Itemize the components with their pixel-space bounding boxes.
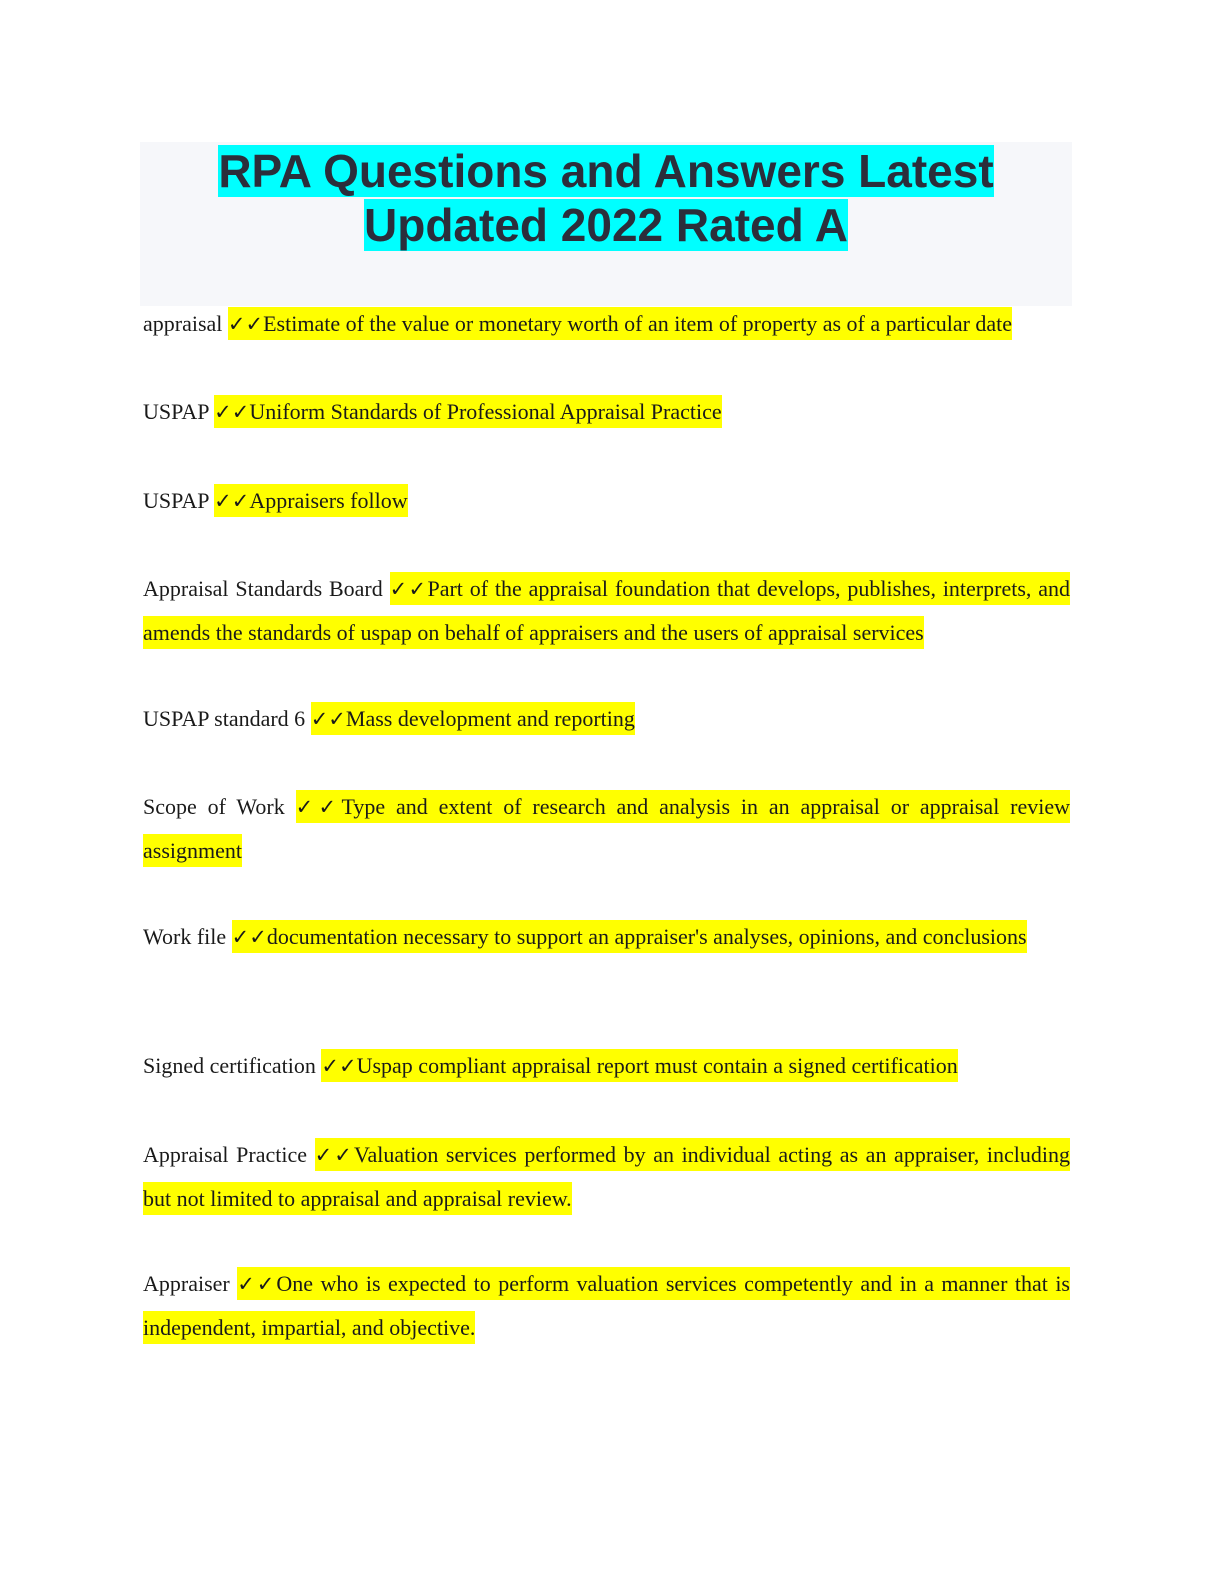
entry-answer: [214, 395, 721, 428]
document-title: [140, 142, 1072, 306]
entry-answer: [214, 484, 407, 517]
entry-answer-text: Type and extent of research and analysis in an appraisal or appraisal review assignment: [143, 794, 1071, 863]
qa-entry: [143, 1262, 1070, 1350]
entry-answer-text: Estimate of the value or monetary worth of an item of property as of a particular date: [263, 311, 1013, 336]
entry-answer: [228, 307, 1012, 340]
double-check-icon: ✓✓: [227, 312, 264, 336]
qa-entry: [143, 1044, 1070, 1088]
qa-entry: [143, 697, 1070, 741]
qa-entry: [143, 915, 1070, 959]
qa-entry: [143, 479, 1070, 523]
entry-answer: [311, 702, 635, 735]
double-check-icon: ✓✓: [295, 795, 342, 819]
entry-term: Scope of Work: [143, 794, 285, 819]
entry-answer-text: Mass development and reporting: [345, 706, 635, 731]
entry-term: appraisal: [143, 311, 223, 336]
entry-answer-text: documentation necessary to support an appraiser's analyses, opinions, and conclusions: [266, 924, 1027, 949]
entry-answer-text: One who is expected to perform valuation services competently and in a manner that is independent, impartial, and objective.: [143, 1271, 1070, 1340]
entry-term: Work file: [143, 924, 227, 949]
entry-term: Appraisal Standards Board: [143, 576, 383, 601]
title-line-2: Updated 2022 Rated A: [364, 199, 848, 251]
double-check-icon: ✓✓: [214, 400, 250, 424]
double-check-icon: ✓✓: [389, 577, 428, 601]
qa-entry: [143, 567, 1070, 655]
entry-term: Appraisal Practice: [143, 1142, 307, 1167]
entry-answer-text: Valuation services performed by an individual acting as an appraiser, including but not limited to appraisal and appraisal review.: [143, 1142, 1070, 1211]
double-check-icon: ✓✓: [314, 1143, 354, 1167]
entry-answer: [143, 1267, 1070, 1344]
entry-answer-text: Appraisers follow: [249, 488, 408, 513]
title-line-1: RPA Questions and Answers Latest: [218, 145, 994, 197]
qa-entry: [143, 785, 1070, 873]
entry-answer-text: Uniform Standards of Professional Appraisal Practice: [249, 399, 722, 424]
entry-term: USPAP standard 6: [143, 706, 306, 731]
double-check-icon: ✓✓: [310, 707, 346, 731]
double-check-icon: ✓✓: [321, 1054, 357, 1078]
entry-term: Signed certification: [143, 1053, 316, 1078]
entry-term: USPAP: [143, 488, 209, 513]
entry-term: USPAP: [143, 399, 209, 424]
qa-entry: [143, 390, 1070, 434]
entry-answer-text: Uspap compliant appraisal report must contain a signed certification: [356, 1053, 958, 1078]
entry-term: Appraiser: [143, 1271, 230, 1296]
qa-entry: [143, 302, 1070, 346]
double-check-icon: ✓✓: [214, 489, 250, 513]
qa-entry: [143, 1133, 1070, 1221]
double-check-icon: ✓✓: [237, 1272, 277, 1296]
entry-answer: [321, 1049, 957, 1082]
double-check-icon: ✓✓: [231, 925, 267, 949]
entry-answer: [232, 920, 1027, 953]
entry-answer-text: Part of the appraisal foundation that develops, publishes, interprets, and amends the standards of uspap on behalf of appraisers and the users of appraisal services: [143, 576, 1070, 645]
